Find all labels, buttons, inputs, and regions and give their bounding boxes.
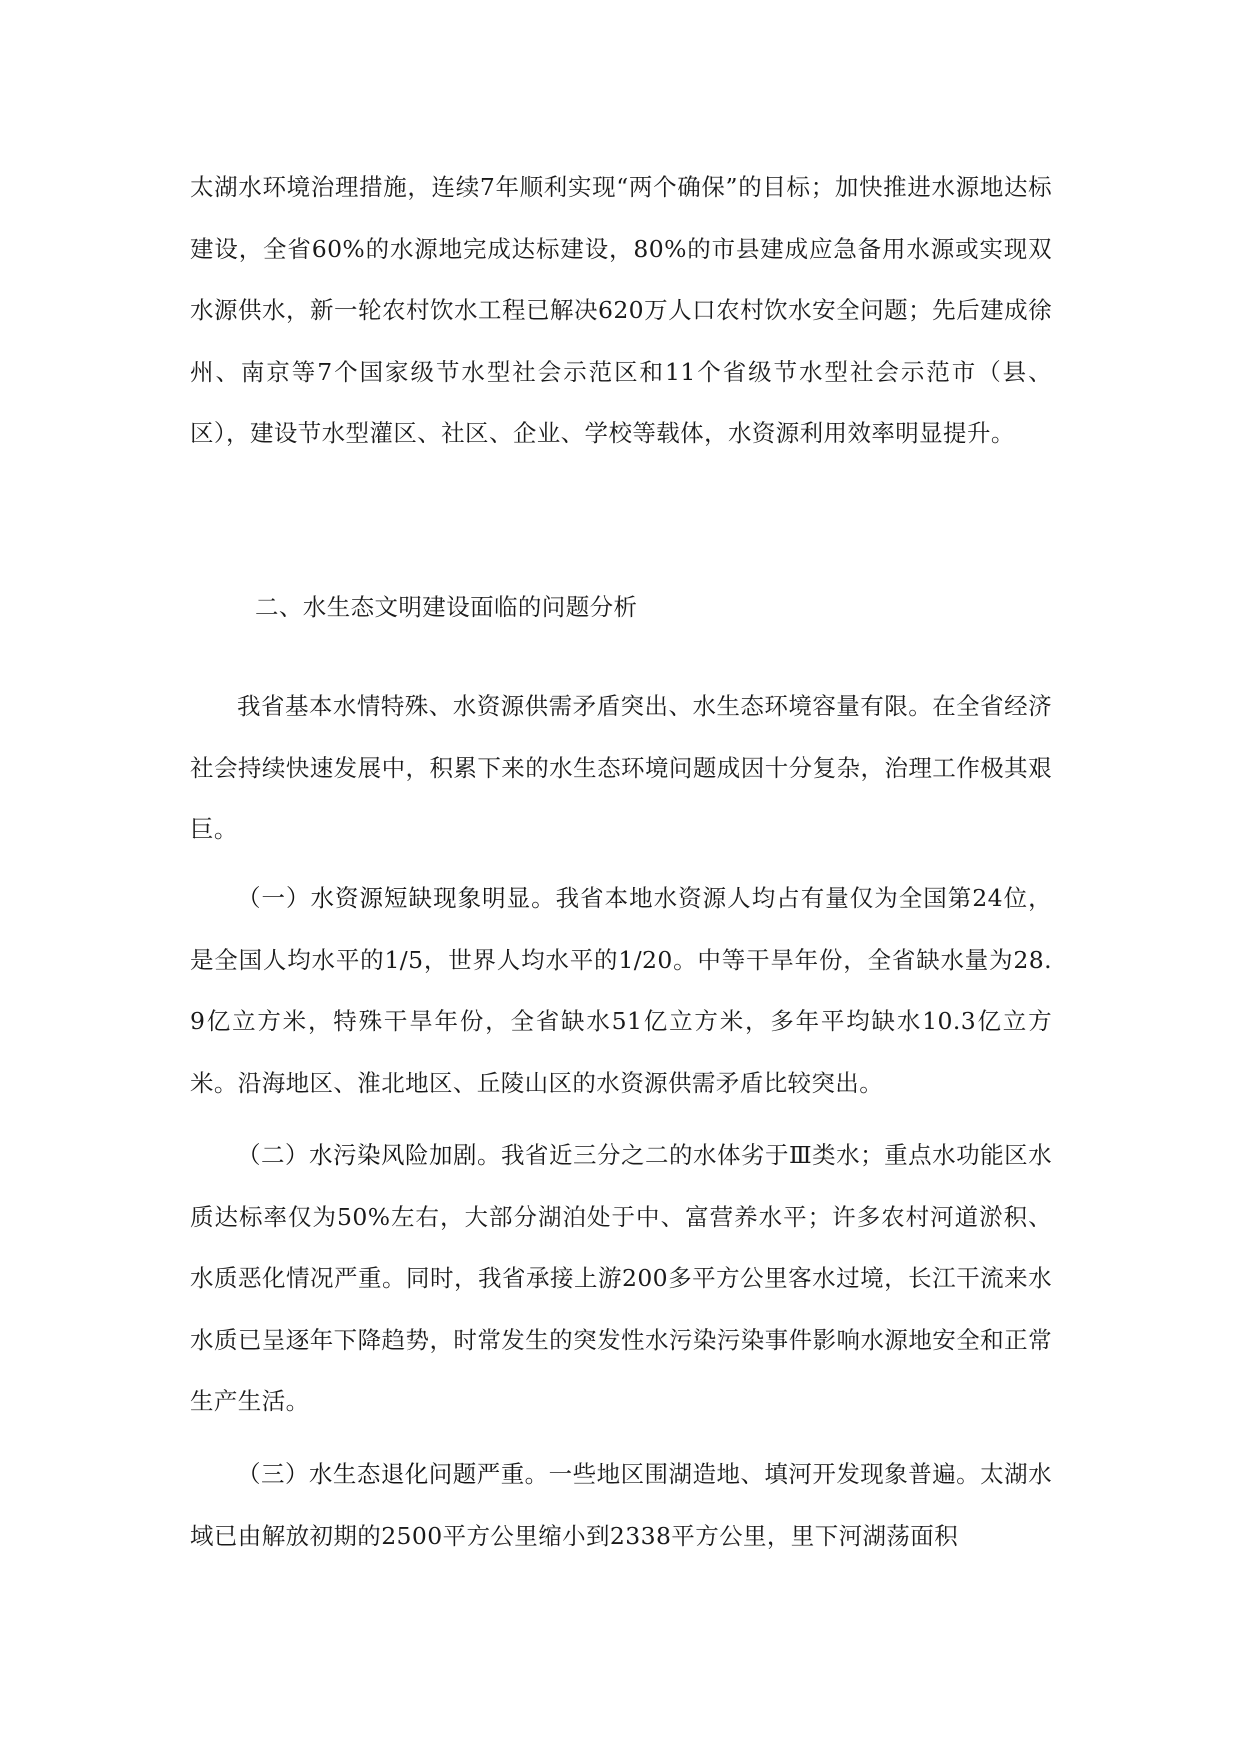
- paragraph-item-1: [190, 868, 1052, 1114]
- item-1-text: 我省本地水资源人均占有量仅为全国第24位，是全国人均水平的1/5，世界人均水平的1/20。中等干旱年份，全省缺水量为28.9亿立方米，特殊干旱年份，全省缺水51亿立方米，多年平均缺水10.3亿立方米。沿海地区、淮北地区、丘陵山区的水资源供需矛盾比较突出。: [190, 884, 1052, 1097]
- section-heading: 二、水生态文明建设面临的问题分析: [255, 593, 638, 621]
- item-3-lead: （三）水生态退化问题严重。: [237, 1460, 549, 1488]
- item-2-lead: （二）水污染风险加剧。: [237, 1141, 501, 1169]
- item-3-text: 一些地区围湖造地、填河开发现象普遍。太湖水域已由解放初期的2500平方公里缩小到2338平方公里，里下河湖荡面积: [190, 1460, 1053, 1550]
- paragraph-item-2: [190, 1125, 1052, 1433]
- paragraph-intro: 我省基本水情特殊、水资源供需矛盾突出、水生态环境容量有限。在全省经济社会持续快速发展中，积累下来的水生态环境问题成因十分复杂，治理工作极其艰巨。: [190, 692, 1052, 843]
- item-2-text: 我省近三分之二的水体劣于Ⅲ类水；重点水功能区水质达标率仅为50%左右，大部分湖泊处于中、富营养水平；许多农村河道淤积、水质恶化情况严重。同时，我省承接上游200多平方公里客水过境，长江干流来水水质已呈逐年下降趋势，时常发生的突发性水污染污染事件影响水源地安全和正常生产生活。: [190, 1141, 1052, 1415]
- paragraph-item-3: [190, 1444, 1052, 1567]
- paragraph-continued: 太湖水环境治理措施，连续7年顺利实现“两个确保”的目标；加快推进水源地达标建设，全省60%的水源地完成达标建设，80%的市县建成应急备用水源或实现双水源供水，新一轮农村饮水工程已解决620万人口农村饮水安全问题；先后建成徐州、南京等7个国家级节水型社会示范区和11个省级节水型社会示范市（县、区），建设节水型灌区、社区、企业、学校等载体，水资源利用效率明显提升。: [190, 173, 1052, 447]
- item-1-lead: （一）水资源短缺现象明显。: [237, 884, 556, 912]
